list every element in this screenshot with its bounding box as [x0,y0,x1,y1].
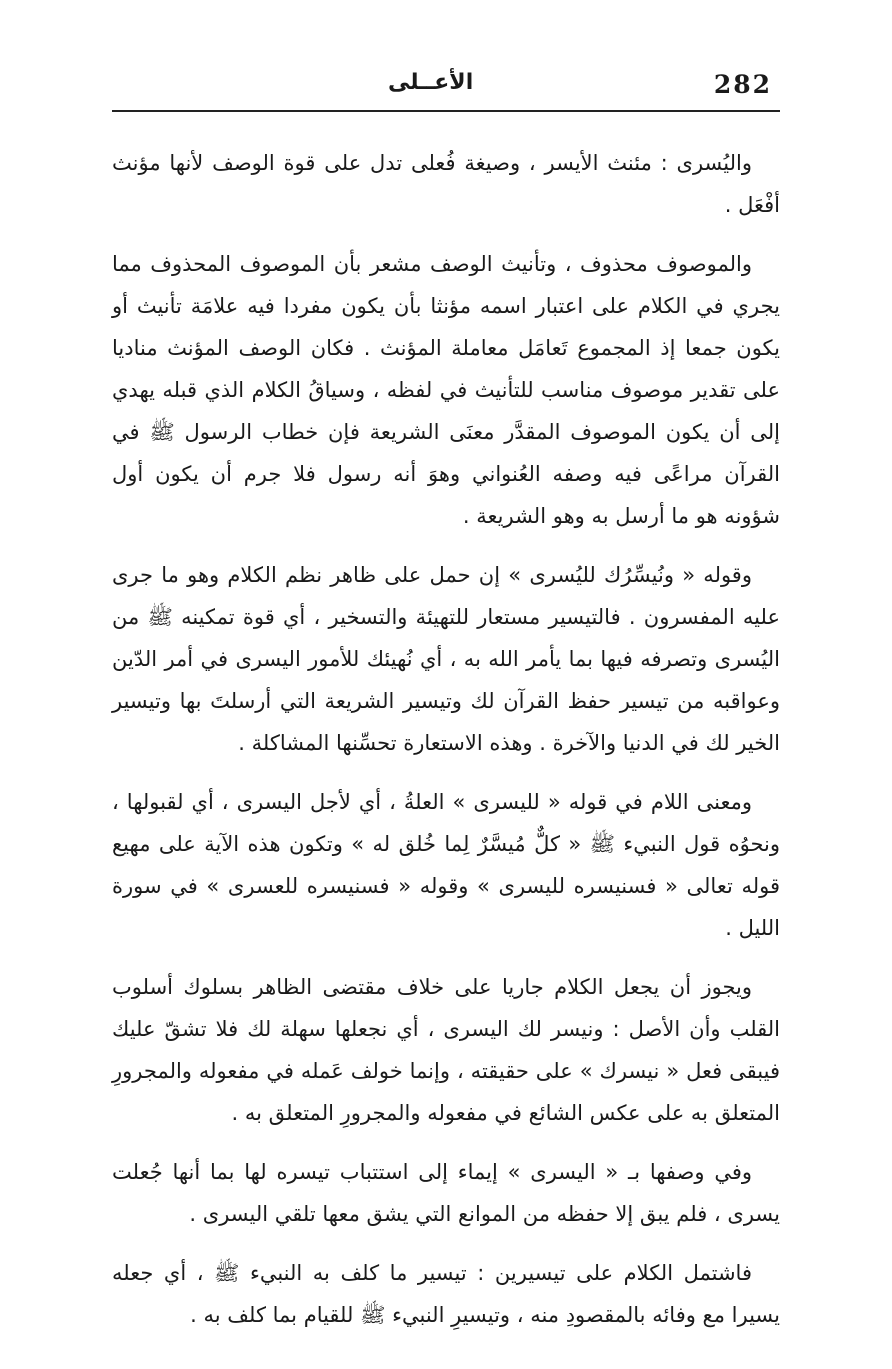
paragraph: ويجوز أن يجعل الكلام جاريا على خلاف مقتضى الظاهر بسلوك أسلوب القلب وأن الأصل : ونيسر لك اليسرى ، أي نجعلها سهلة لك فلا تشقّ عليك فيبقى فعل « نيسرك » على حقيقته ، وإنما خولف عَمله في مفعوله والمجرورِ المتعلق به على عكس الشائع في مفعوله والمجرورِ المتعلق به . [112,975,780,1125]
paragraph: وقوله « ونُيسِّرُك لليُسرى » إن حمل على ظاهر نظم الكلام وهو ما جرى عليه المفسرون . فالتيسير مستعار للتهيئة والتسخير ، أي قوة تمكينه ﷺ من اليُسرى وتصرفه فيها بما يأمر الله به ، أي نُهيئك للأمور اليسرى في أمر الدّين وعواقبه من تيسير حفظ القرآن لك وتيسير الشريعة التي أرسلتَ بها وتيسير الخير لك في الدنيا والآخرة . وهذه الاستعارة تحسِّنها المشاكلة . [112,563,780,755]
page-body [112,142,780,1353]
paragraph: والموصوف محذوف ، وتأنيث الوصف مشعر بأن الموصوف المحذوف مما يجري في الكلام على اعتبار اسمه مؤنثا بأن يكون مفردا فيه علامَة تأنيث أو يكون جمعا إذ المجموع تَعامَل معاملة المؤنث . فكان الوصف المؤنث مناديا على تقدير موصوف مناسب للتأنيث في لفظه ، وسياقُ الكلام الذي قبله يهدي إلى أن يكون الموصوف المقدَّر معنَى الشريعة فإن خطاب الرسول ﷺ في القرآن مراعًى فيه وصفه العُنواني وهوَ أنه رسول فلا جرم أن يكون أول شؤونه هو ما أرسل به وهو الشريعة . [112,252,780,528]
running-title: الأعــلى [388,70,474,95]
paragraph: وفي وصفها بـ « اليسرى » إيماء إلى استتباب تيسره لها بما أنها جُعلت يسرى ، فلم يبق إلا حفظه من الموانع التي يشق معها تلقي اليسرى . [112,1160,780,1226]
page-number: 282 [713,70,772,99]
paragraph: ومعنى اللام في قوله « لليسرى » العلةُ ، أي لأجل اليسرى ، أي لقبولها ، ونحوُه قول النبيء ﷺ « كلٌّ مُيسَّرٌ لِما خُلق له » وتكون هذه الآية على مهيع قوله تعالى « فسنيسره لليسرى » وقوله « فسنيسره للعسرى » في سورة الليل . [112,790,780,940]
header-divider [112,110,780,112]
paragraph: واليُسرى : مئنث الأيسر ، وصيغة فُعلى تدل على قوة الوصف لأنها مؤنث أفْعَل . [112,151,780,217]
page-header [112,62,780,112]
paragraph: فاشتمل الكلام على تيسيرين : تيسير ما كلف به النبيء ﷺ ، أي جعله يسيرا مع وفائه بالمقصودِ منه ، وتيسيرِ النبيء ﷺ للقيام بما كلف به . [112,1261,780,1327]
